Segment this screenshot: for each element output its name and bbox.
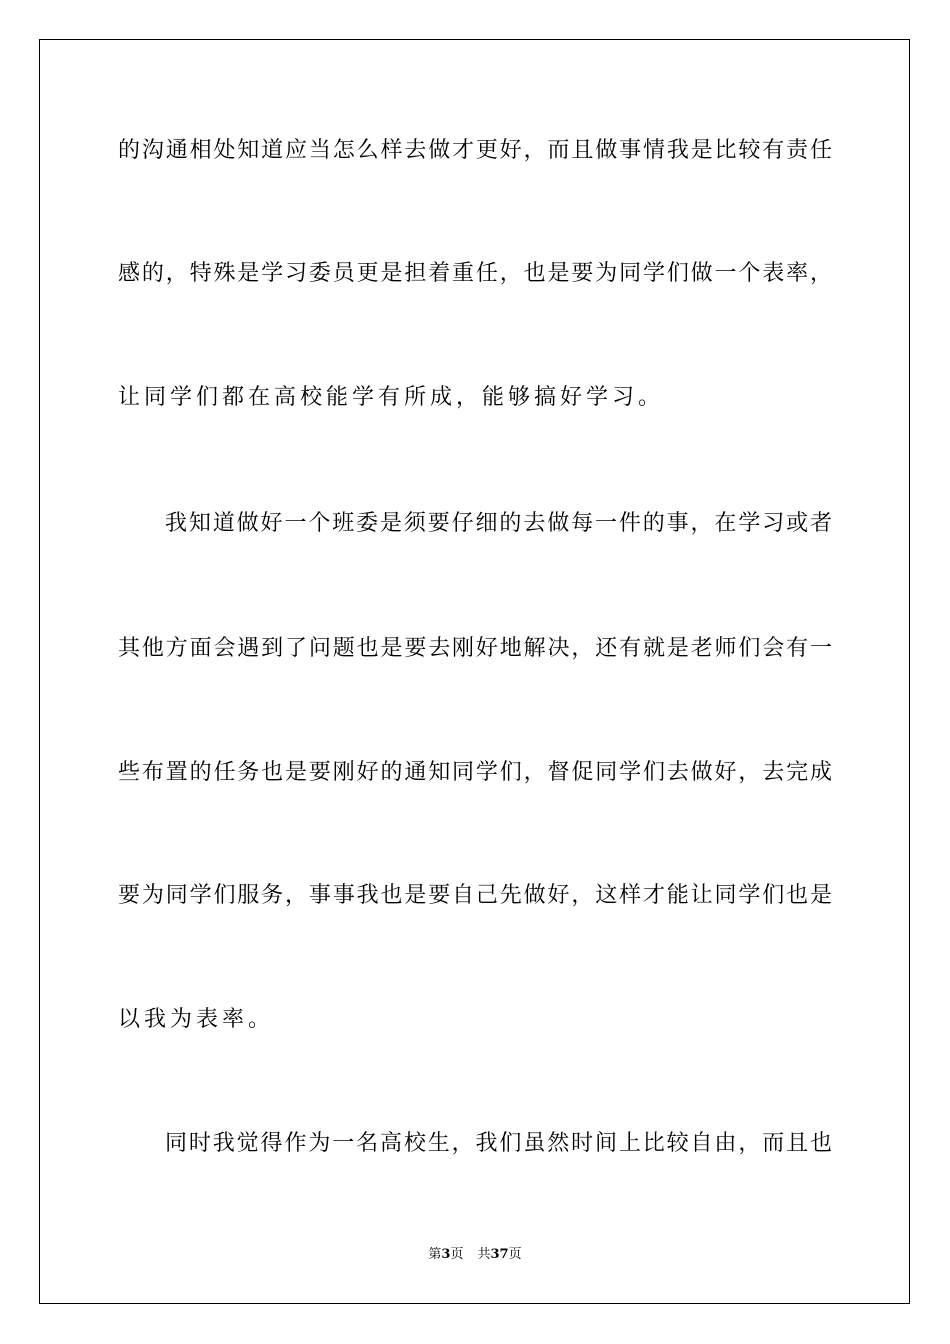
footer-total-suffix: 页 — [508, 1247, 522, 1262]
footer-page-prefix: 第 — [428, 1247, 442, 1262]
page-border — [39, 39, 910, 1304]
footer-page-number: 3 — [441, 1247, 451, 1262]
body-line-1: 的沟通相处知道应当怎么样去做才更好，而且做事情我是比较有责任 — [118, 138, 832, 163]
body-line-4: 我知道做好一个班委是须要仔细的去做每一件的事，在学习或者 — [165, 511, 832, 536]
body-line-7: 要为同学们服务，事事我也是要自己先做好，这样才能让同学们也是 — [118, 883, 832, 908]
page-footer — [0, 1246, 950, 1264]
body-line-6: 些布置的任务也是要刚好的通知同学们，督促同学们去做好，去完成 — [118, 760, 832, 785]
body-line-5: 其他方面会遇到了问题也是要去刚好地解决，还有就是老师们会有一 — [118, 636, 832, 661]
footer-page-suffix: 页 — [450, 1247, 464, 1262]
body-line-2: 感的，特殊是学习委员更是担着重任，也是要为同学们做一个表率， — [118, 261, 832, 286]
body-line-8: 以我为表率。 — [118, 1007, 275, 1032]
footer-total-pages: 37 — [490, 1247, 509, 1262]
footer-total-prefix: 共 — [477, 1247, 491, 1262]
body-line-9: 同时我觉得作为一名高校生，我们虽然时间上比较自由，而且也 — [165, 1131, 832, 1156]
body-line-3: 让同学们都在高校能学有所成，能够搞好学习。 — [118, 385, 665, 410]
